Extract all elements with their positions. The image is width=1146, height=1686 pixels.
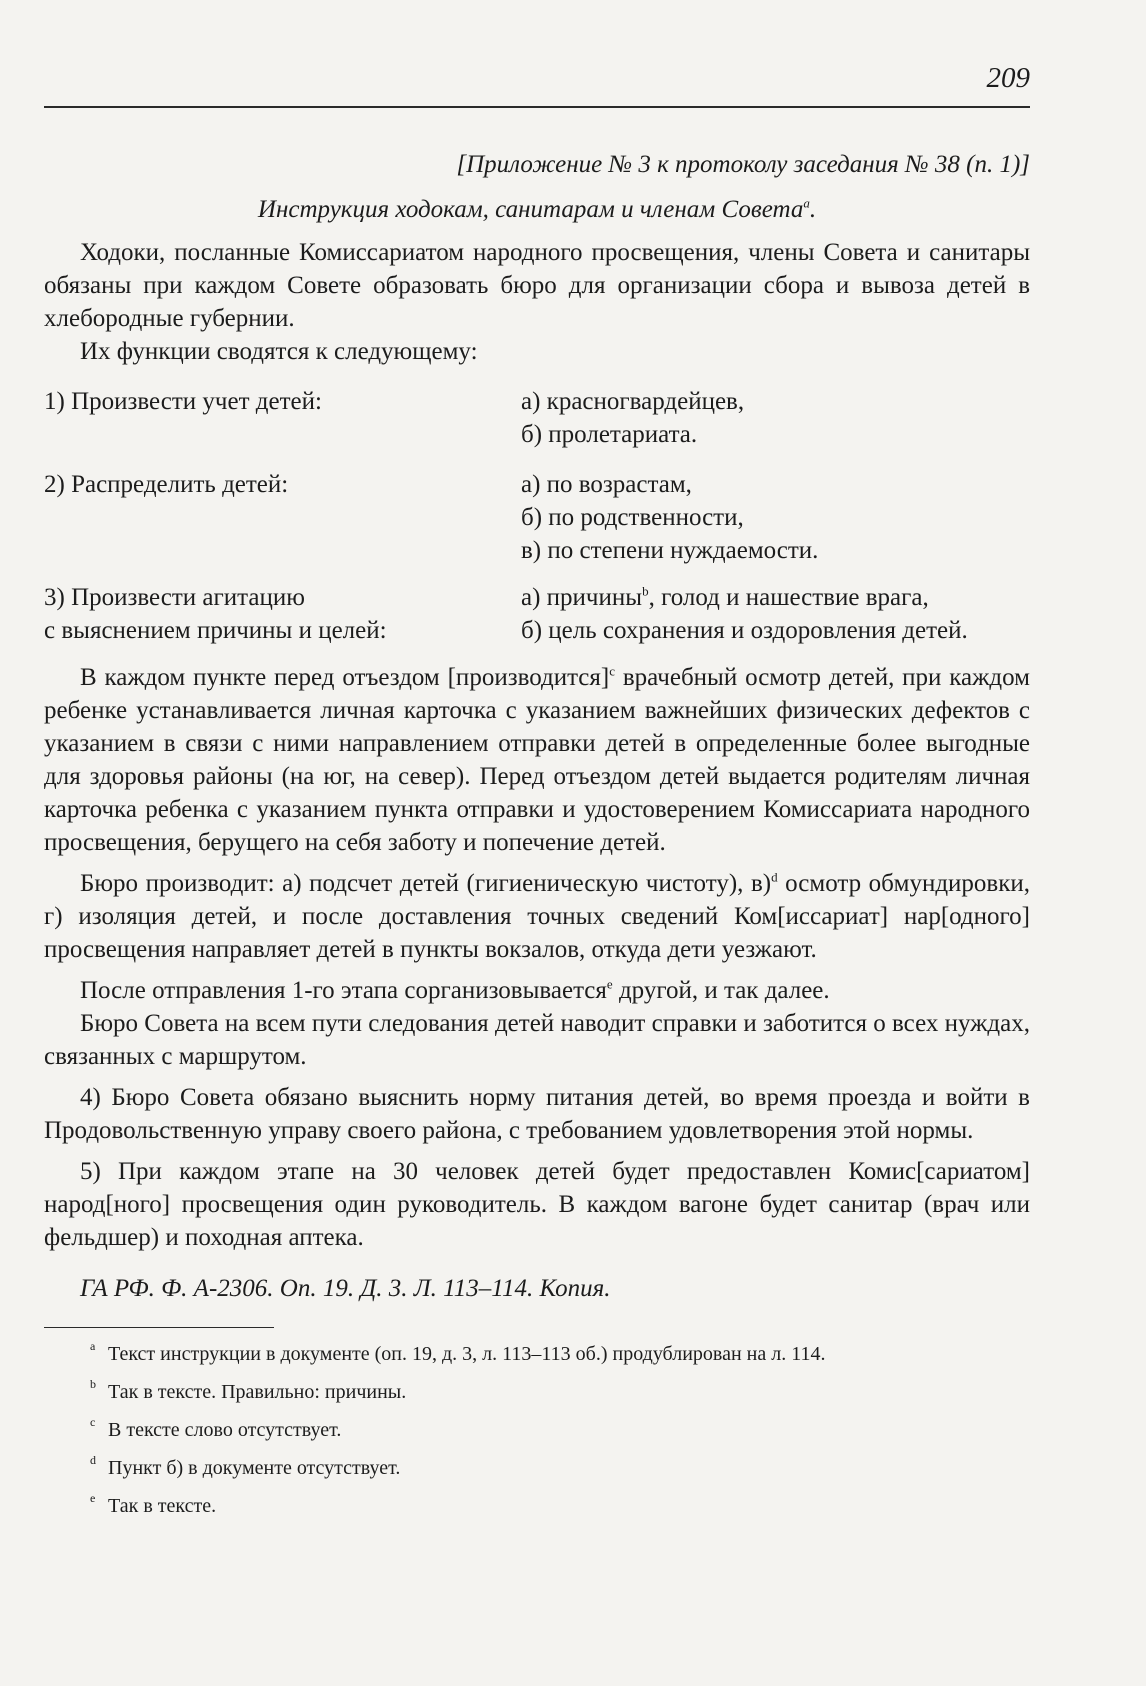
footnote-ref-c: c	[609, 663, 616, 679]
footnote-e: e Так в тексте.	[90, 1491, 217, 1517]
function-2-label: 2) Распределить детей:	[44, 471, 289, 498]
function-2-item-c: в) по степени нуждаемости.	[521, 537, 819, 564]
item-5-paragraph: 5) При каждом этапе на 30 человек детей будет предоставлен Комис[сариатом] народ[ного] просвещения один руководитель. В каждом вагоне будет санитар (врач или фельдшер) и походная аптека.	[44, 1158, 1030, 1251]
function-3-item-b: б) цель сохранения и оздоровления детей.	[521, 617, 968, 644]
footnotes	[90, 1335, 1030, 1525]
footnote-ref-e: e	[606, 976, 613, 992]
appendix-line: [Приложение № 3 к протоколу заседания № 38 (п. 1)]	[456, 151, 1030, 178]
route-paragraph: Бюро Совета на всем пути следования детей наводит справки и заботится о всех нуждах, связанных с маршрутом.	[44, 1010, 1030, 1070]
footnote-ref-b: b	[642, 583, 649, 599]
footnote-a: a Текст инструкции в документе (оп. 19, д. 3, л. 113–113 об.) продублирован на л. 114.	[90, 1339, 826, 1365]
header-rule	[44, 106, 1030, 108]
exam-paragraph: В каждом пункте перед отъездом [производится]$^c$ врачебный осмотр детей, при каждом ребенке устанавливается личная карточка с указанием важнейших физических дефектов с указанием в связи с ними направлением отправки детей в определенные более выгодные для здоровья районы (на юг, на север). Перед отъездом детей выдается родителям личная карточка ребенка с указанием пункта отправки и удостоверением Комиссариата народного просвещения, берущего на себя заботу и попечение детей.	[44, 663, 1030, 856]
footnote-d: d Пункт б) в документе отсутствует.	[90, 1453, 401, 1479]
footnote-b: b Так в тексте. Правильно: причины.	[90, 1377, 407, 1403]
footnote-c: c В тексте слово отсутствует.	[90, 1415, 342, 1441]
document-body	[44, 148, 1030, 1305]
function-1-label: 1) Произвести учет детей:	[44, 388, 322, 415]
functions-lead: Их функции сводятся к следующему:	[80, 338, 478, 365]
document-title: Инструкция ходокам, санитарам и членам Совета$^a$.	[257, 195, 817, 223]
bureau-paragraph: Бюро производит: а) подсчет детей (гигиеническую чистоту), в)$^d$ осмотр обмундировки, г) изоляция детей, и после доставления точных сведений Ком[иссариат] нар[одного] просвещения направляет детей в пункты вокзалов, откуда дети уезжают.	[44, 869, 1031, 963]
function-2-item-b: б) по родственности,	[521, 504, 744, 531]
footnote-ref-d: d	[771, 869, 778, 885]
function-1	[44, 385, 1030, 451]
archive-source: ГА РФ. Ф. А-2306. Оп. 19. Д. 3. Л. 113–114. Копия.	[80, 1275, 611, 1302]
function-1-item-a: а) красногвардейцев,	[521, 388, 745, 415]
function-3-item-a: а) причины$^b$, голод и нашествие врага,	[521, 583, 929, 611]
function-3	[44, 581, 1030, 647]
item-4-paragraph: 4) Бюро Совета обязано выяснить норму питания детей, во время проезда и войти в Продовольственную управу своего района, с требованием удовлетворения этой нормы.	[44, 1084, 1030, 1144]
intro-paragraph: Ходоки, посланные Комиссариатом народного просвещения, члены Совета и санитары обязаны при каждом Совете образовать бюро для организации сбора и вывоза детей в хлебородные губернии.	[44, 239, 1030, 332]
function-2-item-a: а) по возрастам,	[521, 471, 692, 498]
title-text: Инструкция ходокам, санитарам и членам Совета	[257, 196, 804, 223]
function-2	[44, 468, 1030, 567]
function-3-label-line-1: 3) Произвести агитацию	[44, 584, 305, 611]
stage-paragraph: После отправления 1-го этапа сорганизовывается$^e$ другой, и так далее.	[80, 976, 830, 1004]
function-3-label-line-2: с выяснением причины и целей:	[44, 617, 387, 644]
footnote-ref-a: a	[803, 195, 810, 211]
function-1-item-b: б) пролетариата.	[521, 421, 698, 448]
footnote-rule	[44, 1327, 274, 1328]
page-number: 209	[986, 62, 1030, 94]
